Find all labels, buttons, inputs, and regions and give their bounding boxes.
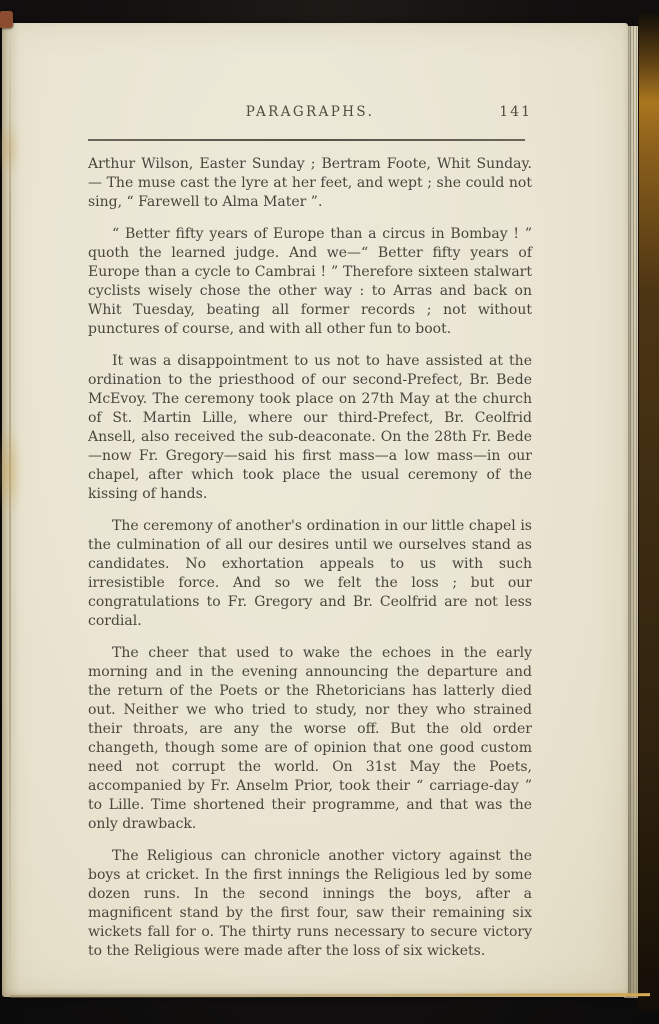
page-content (88, 104, 532, 974)
paragraph: Arthur Wilson, Easter Sunday ; Bertram Foote, Whit Sunday.— The muse cast the lyre at her feet, and wept ; she could not sing, “ Farewell to Alma Mater ”. (88, 156, 532, 210)
page-stain (0, 118, 20, 178)
paragraph: The cheer that used to wake the echoes in the early morning and in the evening announcing the departure and the return of the Poets or the Rhetoricians has latterly died out. Neither we who tried to study, nor they who strained their throats, are any the worse off. But the old order changeth, though some are of opinion that one good custom need not corrupt the world. On 31st May the Poets, accompanied by Fr. Anselm Prior, took their “ carriage-day ” to Lille. Time shortened their programme, and that was the only drawback. (88, 645, 532, 832)
header-rule (88, 139, 525, 141)
running-title: PARAGRAPHS. (245, 104, 375, 120)
book-cover-board (638, 12, 659, 1012)
running-header (88, 104, 532, 126)
page-number: 141 (499, 104, 532, 120)
paragraph: The Religious can chronicle another victory against the boys at cricket. In the first innings the Religious led by some dozen runs. In the second innings the boys, after a magnificent stand by the first four, saw their remaining six wickets fall for o. The thirty runs necessary to secure victory to the Religious were made after the loss of six wickets. (88, 848, 532, 959)
binding-sliver (0, 11, 13, 28)
page-stain (0, 423, 22, 518)
paragraph: It was a disappointment to us not to have assisted at the ordination to the priesthood of our second-Prefect, Br. Bede McEvoy. The ceremony took place on 27th May at the church of St. Martin Lille, where our third-Prefect, Br. Ceolfrid Ansell, also received the sub-deaconate. On the 28th Fr. Bede—now Fr. Gregory—said his first mass—a low mass—in our chapel, after which took place the usual ceremony of the kissing of hands. (88, 353, 532, 502)
paragraph: The ceremony of another's ordination in our little chapel is the culmination of all our desires until we ourselves stand as candidates. No exhortation appeals to us with such irresistible force. And so we felt the loss ; but our congratulations to Fr. Gregory and Br. Ceolfrid are not less cordial. (88, 518, 532, 629)
page-bottom-edge (10, 993, 650, 998)
paragraph: “ Better fifty years of Europe than a circus in Bombay ! ” quoth the learned judge. And we—“ Better fifty years of Europe than a cycle to Cambrai ! ” Therefore sixteen stalwart cyclists wisely chose the other way : to Arras and back on Whit Tuesday, beating all former records ; not without punctures of course, and with all other fun to boot. (88, 226, 532, 337)
body-text (88, 155, 532, 961)
